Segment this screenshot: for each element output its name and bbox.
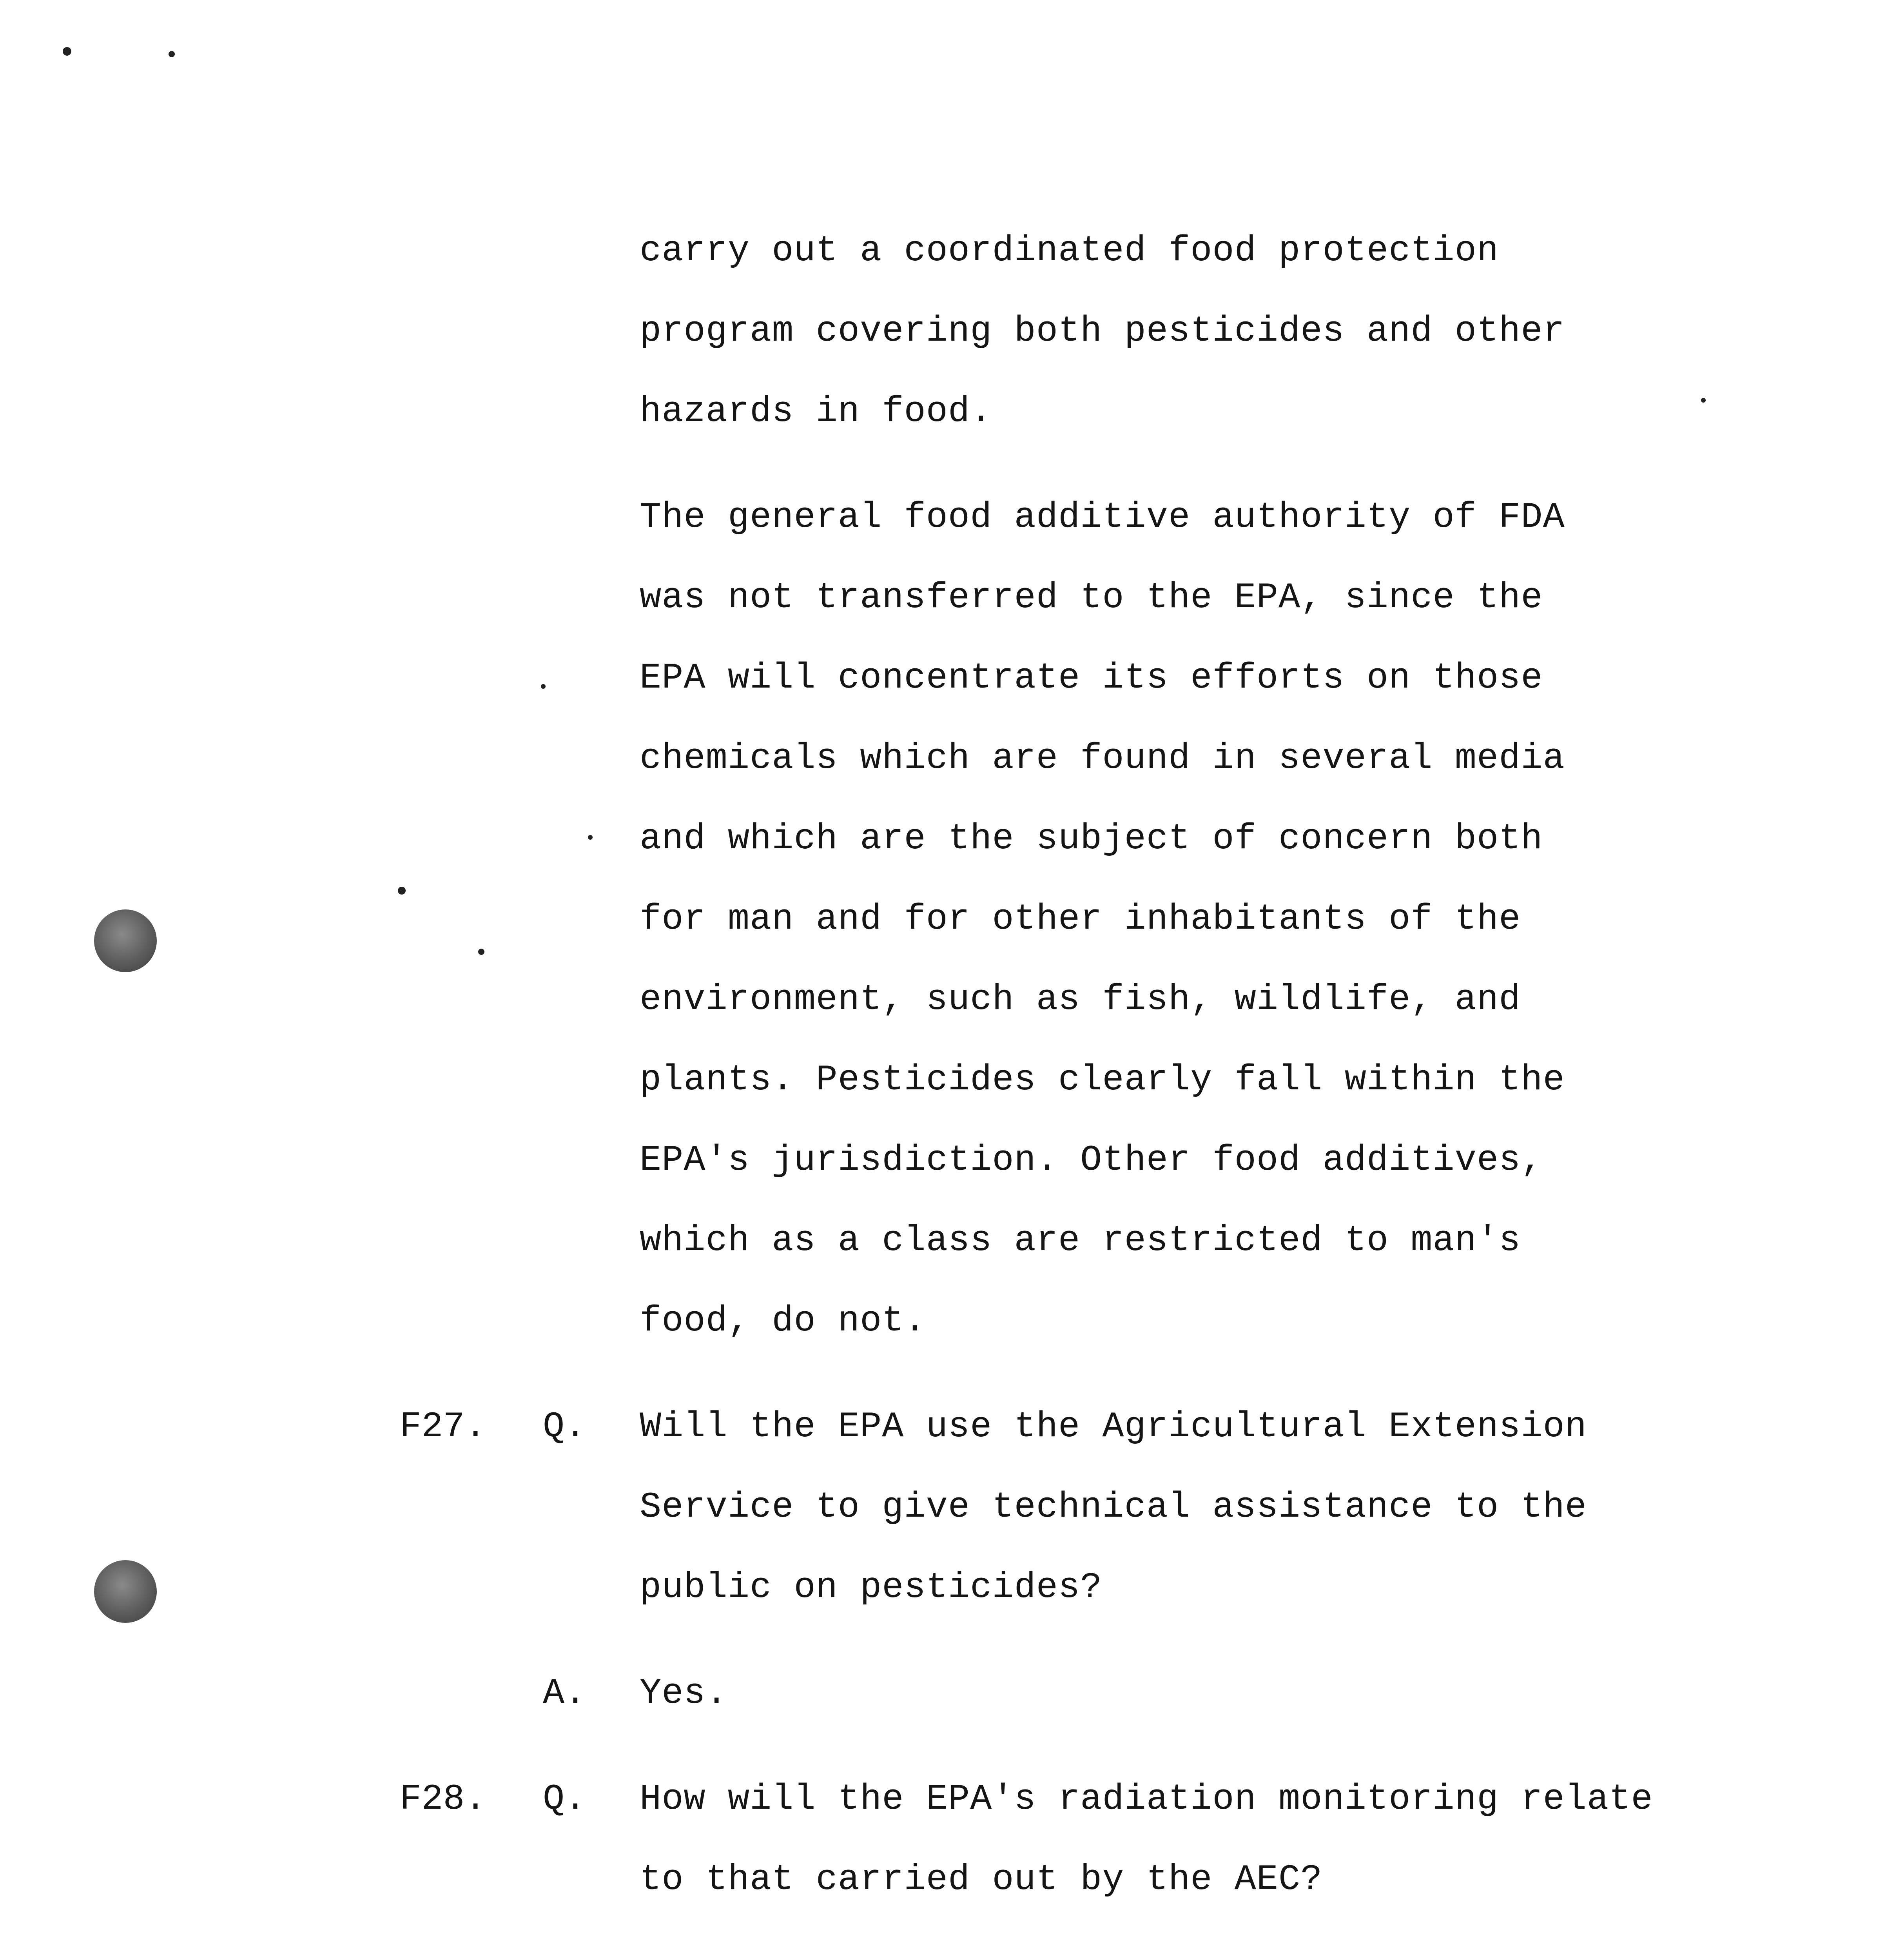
punch-hole-upper (94, 909, 157, 972)
text-line: chemicals which are found in several media (640, 738, 1565, 779)
text-line: EPA's jurisdiction. Other food additives, (640, 1140, 1543, 1181)
text-line: food, do not. (640, 1300, 926, 1341)
question-text: How will the EPA's radiation monitoring relate (640, 1779, 1653, 1820)
question-label: Q. (543, 1779, 586, 1820)
text-line: carry out a coordinated food protection (640, 230, 1499, 271)
scan-speck (588, 835, 593, 840)
text-line: program covering both pesticides and other (640, 310, 1565, 352)
text-line: hazards in food. (640, 391, 992, 432)
text-line: was not transferred to the EPA, since the (640, 577, 1543, 618)
text-line: which as a class are restricted to man's (640, 1220, 1521, 1261)
scan-speck (541, 684, 546, 689)
question-text: Service to give technical assistance to the (640, 1486, 1587, 1528)
question-number: F27. (400, 1406, 486, 1447)
text-line: for man and for other inhabitants of the (640, 898, 1521, 940)
scan-speck (1701, 398, 1706, 403)
answer-text: Yes. (640, 1673, 728, 1714)
question-text: to that carried out by the AEC? (640, 1859, 1323, 1900)
question-label: Q. (543, 1406, 586, 1447)
question-text: Will the EPA use the Agricultural Extension (640, 1406, 1587, 1447)
text-line: EPA will concentrate its efforts on those (640, 657, 1543, 699)
text-line: plants. Pesticides clearly fall within the (640, 1059, 1565, 1100)
scan-speck (398, 887, 406, 895)
text-line: and which are the subject of concern both (640, 818, 1543, 859)
punch-hole-lower (94, 1560, 157, 1623)
text-line: environment, such as fish, wildlife, and (640, 979, 1521, 1020)
question-number: F28. (400, 1779, 486, 1820)
scan-speck (169, 51, 175, 57)
scan-speck (478, 949, 484, 955)
text-line: The general food additive authority of FDA (640, 497, 1565, 538)
answer-label: A. (543, 1673, 586, 1714)
question-text: public on pesticides? (640, 1567, 1103, 1608)
scan-speck (63, 47, 71, 56)
